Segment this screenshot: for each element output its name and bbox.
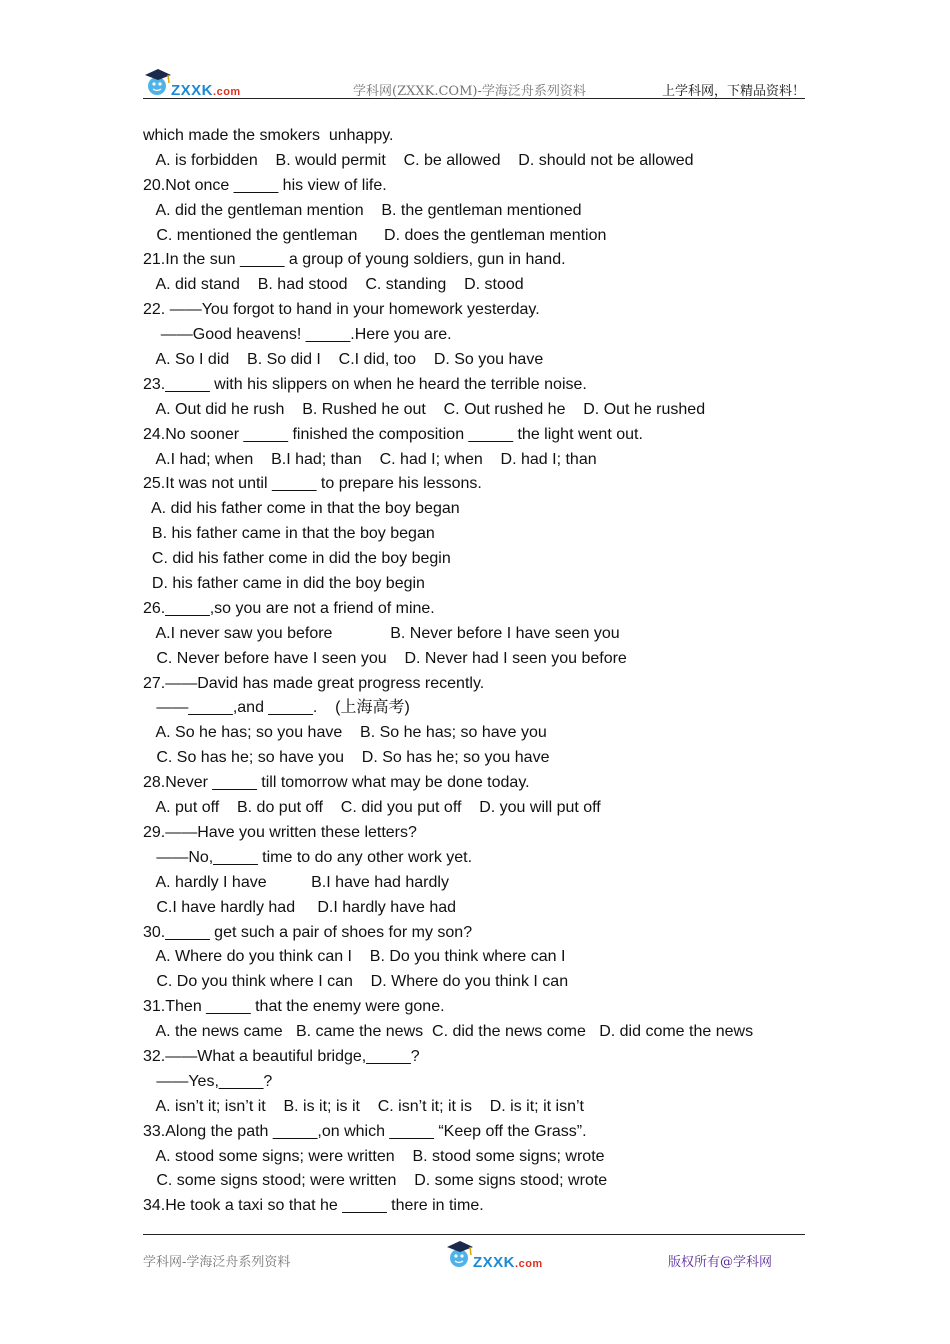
graduation-cap-icon <box>143 66 173 98</box>
text-line: A. So I did B. So did I C.I did, too D. So you have <box>143 351 544 369</box>
text-line: 22. ——You forgot to hand in your homework yesterday. <box>143 301 540 319</box>
text-line: C.I have hardly had D.I hardly have had <box>143 898 457 916</box>
text-line: C. Never before have I seen you D. Never had I seen you before <box>143 649 627 667</box>
text-line: 30._____ get such a pair of shoes for my son? <box>143 923 473 941</box>
text-line: B. his father came in that the boy began <box>143 525 435 543</box>
footer-left-text: 学科网-学海泛舟系列资料 <box>143 1255 291 1270</box>
text-line: 32.——What a beautiful bridge,_____? <box>143 1047 420 1065</box>
footer-right-text: 版权所有@学科网 <box>668 1255 773 1270</box>
text-line: A. is forbidden B. would permit C. be allowed D. should not be allowed <box>143 151 694 169</box>
zxxk-logo <box>143 66 241 98</box>
text-line: C. did his father come in did the boy begin <box>143 550 451 568</box>
text-line: 27.——David has made great progress recently. <box>143 674 485 692</box>
header-right-text: 上学科网，下精品资料！ <box>661 84 805 99</box>
text-line: 21.In the sun _____ a group of young soldiers, gun in hand. <box>143 251 566 269</box>
text-line: A. put off B. do put off C. did you put off D. you will put off <box>143 799 601 817</box>
text-line: 31.Then _____ that the enemy were gone. <box>143 998 445 1016</box>
logo-text: ZXXK.com <box>171 82 241 99</box>
text-line: 23._____ with his slippers on when he heard the terrible noise. <box>143 375 587 393</box>
text-line: A.I never saw you before B. Never before I have seen you <box>143 624 620 642</box>
header-center-text: 学科网(ZXXK.COM)-学海泛舟系列资料 <box>353 84 586 99</box>
text-line: 20.Not once _____ his view of life. <box>143 176 387 194</box>
header-divider <box>143 98 805 99</box>
text-line: A. did stand B. had stood C. standing D. stood <box>143 276 524 294</box>
text-line: 28.Never _____ till tomorrow what may be done today. <box>143 774 530 792</box>
text-line: A. did the gentleman mention B. the gentleman mentioned <box>143 201 582 219</box>
text-line: A. So he has; so you have B. So he has; so have you <box>143 724 547 742</box>
text-line: D. his father came in did the boy begin <box>143 575 425 593</box>
logo-text: ZXXK.com <box>473 1254 543 1271</box>
text-line: C. Do you think where I can D. Where do you think I can <box>143 973 569 991</box>
document-body <box>143 124 813 1219</box>
footer-divider <box>143 1234 805 1235</box>
text-line: A.I had; when B.I had; than C. had I; when D. had I; than <box>143 450 597 468</box>
text-line: ——Good heavens! _____.Here you are. <box>143 326 452 344</box>
text-line: 29.——Have you written these letters? <box>143 823 417 841</box>
text-line: 34.He took a taxi so that he _____ there in time. <box>143 1197 484 1215</box>
text-line: 24.No sooner _____ finished the composition _____ the light went out. <box>143 425 643 443</box>
text-line: A. the news came B. came the news C. did the news come D. did come the news <box>143 1023 754 1041</box>
text-line: A. Out did he rush B. Rushed he out C. Out rushed he D. Out he rushed <box>143 400 706 418</box>
text-line: A. stood some signs; were written B. stood some signs; wrote <box>143 1147 605 1165</box>
text-line: A. Where do you think can I B. Do you think where can I <box>143 948 566 966</box>
text-line: A. did his father come in that the boy began <box>143 500 460 518</box>
graduation-cap-icon <box>445 1238 475 1270</box>
text-line: A. hardly I have B.I have had hardly <box>143 873 449 891</box>
text-line: 26._____,so you are not a friend of mine. <box>143 599 435 617</box>
text-line: C. mentioned the gentleman D. does the gentleman mention <box>143 226 607 244</box>
footer-zxxk-logo <box>445 1238 543 1270</box>
page-header <box>143 62 805 102</box>
page-footer <box>143 1234 805 1274</box>
text-line: A. isn’t it; isn’t it B. is it; is it C. isn’t it; it is D. is it; it isn’t <box>143 1097 584 1115</box>
text-line: 25.It was not until _____ to prepare his lessons. <box>143 475 482 493</box>
text-line: C. some signs stood; were written D. some signs stood; wrote <box>143 1172 608 1190</box>
text-line: 33.Along the path _____,on which _____ “Keep off the Grass”. <box>143 1122 587 1140</box>
text-line: which made the smokers unhappy. <box>143 127 394 144</box>
text-line: ——Yes,_____? <box>143 1072 273 1090</box>
text-line: ——No,_____ time to do any other work yet. <box>143 848 473 866</box>
text-line: ——_____,and _____. (上海高考) <box>143 699 410 717</box>
text-line: C. So has he; so have you D. So has he; so you have <box>143 749 550 767</box>
